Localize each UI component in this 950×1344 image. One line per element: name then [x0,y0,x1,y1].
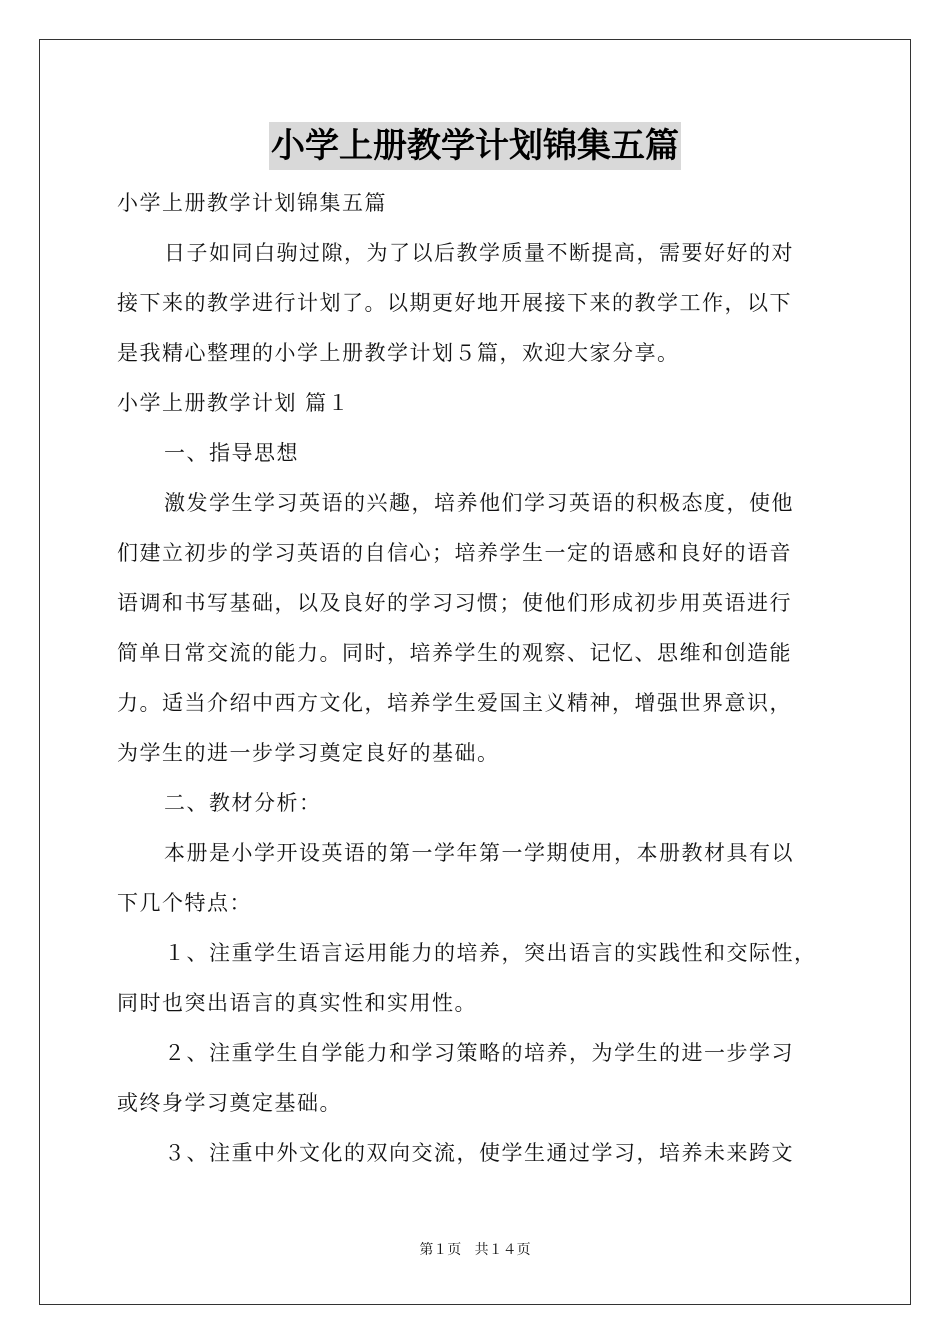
text-line: 一、指导思想 [164,441,299,465]
text-line: 简单日常交流的能力。同时，培养学生的观察、记忆、思维和创造能 [117,641,792,665]
text-line: 们建立初步的学习英语的自信心；培养学生一定的语感和良好的语音 [117,541,792,565]
text-line: １、注重学生语言运用能力的培养，突出语言的实践性和交际性， [164,941,817,965]
text-line: 二、教材分析： [164,791,322,815]
page-total: 共１４页 [474,1242,531,1258]
text-line: ２、注重学生自学能力和学习策略的培养，为学生的进一步学习 [164,1041,794,1065]
text-line: 本册是小学开设英语的第一学年第一学期使用，本册教材具有以 [164,841,794,865]
document-body [117,178,833,1178]
document-title: 小学上册教学计划锦集五篇 [269,122,681,170]
page-footer [0,1240,950,1260]
text-line: 同时也突出语言的真实性和实用性。 [117,991,477,1015]
text-line: 接下来的教学进行计划了。以期更好地开展接下来的教学工作，以下 [117,291,792,315]
text-line: 语调和书写基础，以及良好的学习习惯；使他们形成初步用英语进行 [117,591,792,615]
text-line: 为学生的进一步学习奠定良好的基础。 [117,741,500,765]
text-line: 日子如同白驹过隙，为了以后教学质量不断提高，需要好好的对 [164,241,794,265]
text-line: 激发学生学习英语的兴趣，培养他们学习英语的积极态度，使他 [164,491,794,515]
text-line: ３、注重中外文化的双向交流，使学生通过学习，培养未来跨文 [164,1141,794,1165]
page-number: 第１页 [419,1242,462,1258]
text-line: 力。适当介绍中西方文化，培养学生爱国主义精神，增强世界意识， [117,691,792,715]
text-line: 是我精心整理的小学上册教学计划５篇，欢迎大家分享。 [117,341,680,365]
text-line: 下几个特点： [117,891,252,915]
text-line: 小学上册教学计划 篇１ [117,391,351,415]
text-line: 或终身学习奠定基础。 [117,1091,342,1115]
text-line: 小学上册教学计划锦集五篇 [117,191,387,215]
title-wrap [0,122,950,170]
